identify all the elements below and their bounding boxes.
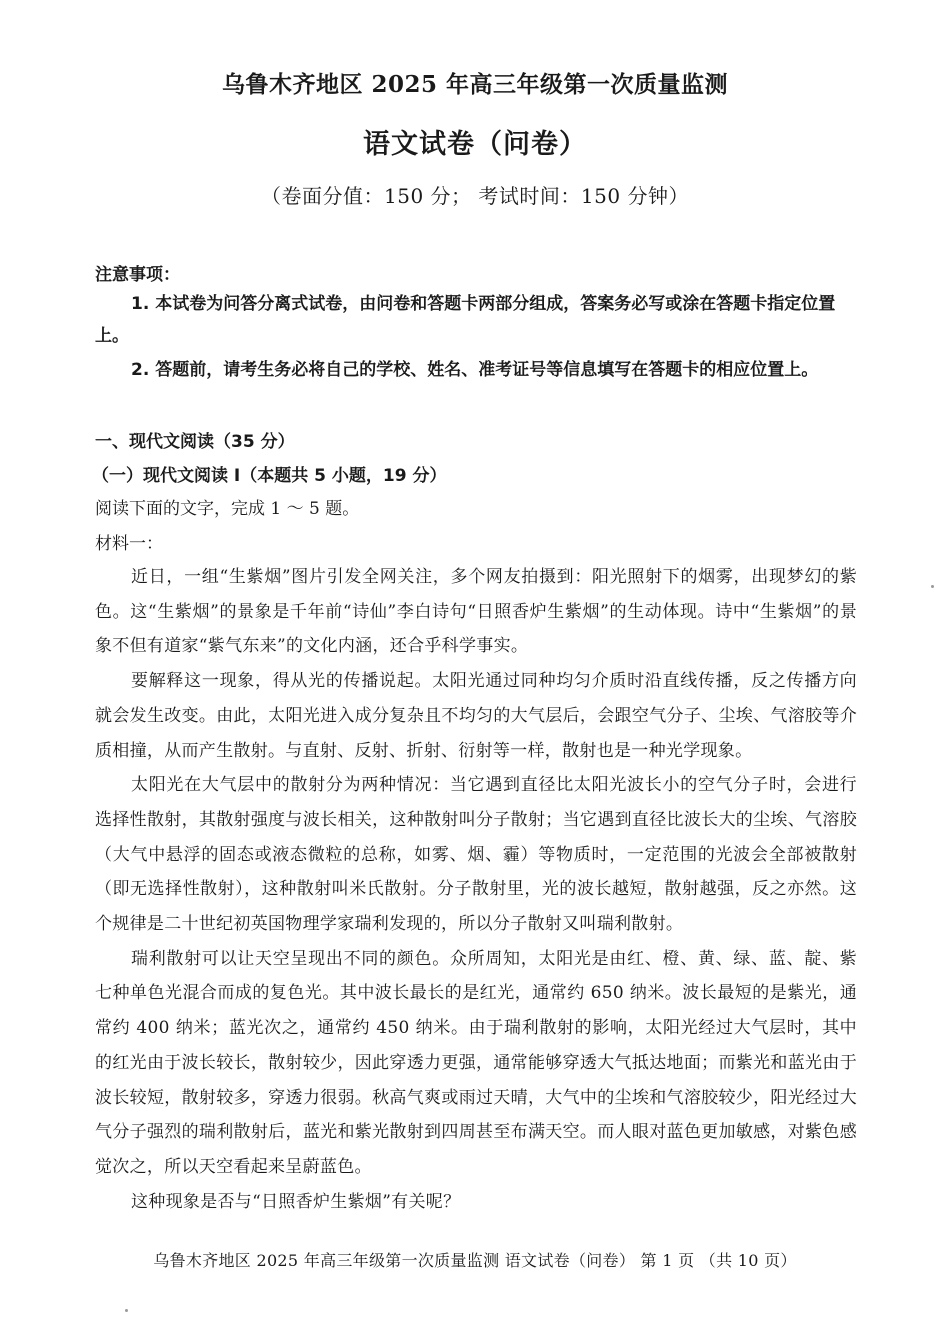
passage-paragraph: 这种现象是否与“日照香炉生紫烟”有关呢？	[131, 1191, 461, 1212]
reading-passage	[95, 560, 857, 1219]
subsection-heading: （一）现代文阅读 I（本题共 5 小题，19 分）	[92, 466, 447, 486]
material-label: 材料一：	[95, 534, 163, 554]
exam-title: 乌鲁木齐地区 2025 年高三年级第一次质量监测	[221, 71, 729, 98]
paper-subtitle: 语文试卷（问卷）	[363, 129, 587, 160]
notice-item-1: 1. 本试卷为问答分离式试卷，由问卷和答题卡两部分组成，答案务必写或涂在答题卡指定位置上。	[95, 294, 836, 346]
passage-paragraph: 瑞利散射可以让天空呈现出不同的颜色。众所周知，太阳光是由红、橙、黄、绿、蓝、靛、紫七种单色光混合而成的复色光。其中波长最长的是红光，通常约 650 纳米。波长最短的是紫光，通常约 400 纳米；蓝光次之，通常约 450 纳米。由于瑞利散射的影响，太阳光经过大气层时，其中的红光由于波长较长，散射较少，因此穿透力更强，通常能够穿透大气抵达地面；而紫光和蓝光由于波长较短，散射较多，穿透力很弱。秋高气爽或雨过天晴，大气中的尘埃和气溶胶较少，阳光经过大气分子强烈的瑞利散射后，蓝光和紫光散射到四周甚至布满天空。而人眼对蓝色更加敏感，对紫色感觉次之，所以天空看起来呈蔚蓝色。	[95, 948, 857, 1177]
score-time-info: （卷面分值：150 分； 考试时间：150 分钟）	[261, 184, 689, 208]
notice-heading: 注意事项：	[95, 265, 180, 285]
scan-speck	[931, 585, 934, 588]
page-footer: 乌鲁木齐地区 2025 年高三年级第一次质量监测 语文试卷（问卷） 第 1 页 （共 10 页）	[153, 1251, 797, 1270]
reading-instruction: 阅读下面的文字，完成 1 ～ 5 题。	[95, 499, 360, 519]
passage-paragraph: 太阳光在大气层中的散射分为两种情况：当它遇到直径比太阳光波长小的空气分子时，会进行选择性散射，其散射强度与波长相关，这种散射叫分子散射；当它遇到直径比波长大的尘埃、气溶胶（大气中悬浮的固态或液态微粒的总称，如雾、烟、霾）等物质时，一定范围的光波会全部被散射（即无选择性散射），这种散射叫米氏散射。分子散射里，光的波长越短，散射越强，反之亦然。这个规律是二十世纪初英国物理学家瑞利发现的，所以分子散射又叫瑞利散射。	[95, 775, 857, 935]
section-heading: 一、现代文阅读（35 分）	[95, 432, 295, 452]
passage-paragraph: 近日，一组“生紫烟”图片引发全网关注，多个网友拍摄到：阳光照射下的烟雾，出现梦幻的紫色。这“生紫烟”的景象是千年前“诗仙”李白诗句“日照香炉生紫烟”的生动体现。诗中“生紫烟”的景象不但有道家“紫气东来”的文化内涵，还合乎科学事实。	[95, 567, 857, 657]
passage-paragraph: 要解释这一现象，得从光的传播说起。太阳光通过同种均匀介质时沿直线传播，反之传播方向就会发生改变。由此，太阳光进入成分复杂且不均匀的大气层后，会跟空气分子、尘埃、气溶胶等介质相撞，从而产生散射。与直射、反射、折射、衍射等一样，散射也是一种光学现象。	[95, 671, 857, 761]
scan-speck	[125, 1309, 128, 1312]
notice-item-2: 2. 答题前，请考生务必将自己的学校、姓名、准考证号等信息填写在答题卡的相应位置上。	[131, 360, 819, 380]
